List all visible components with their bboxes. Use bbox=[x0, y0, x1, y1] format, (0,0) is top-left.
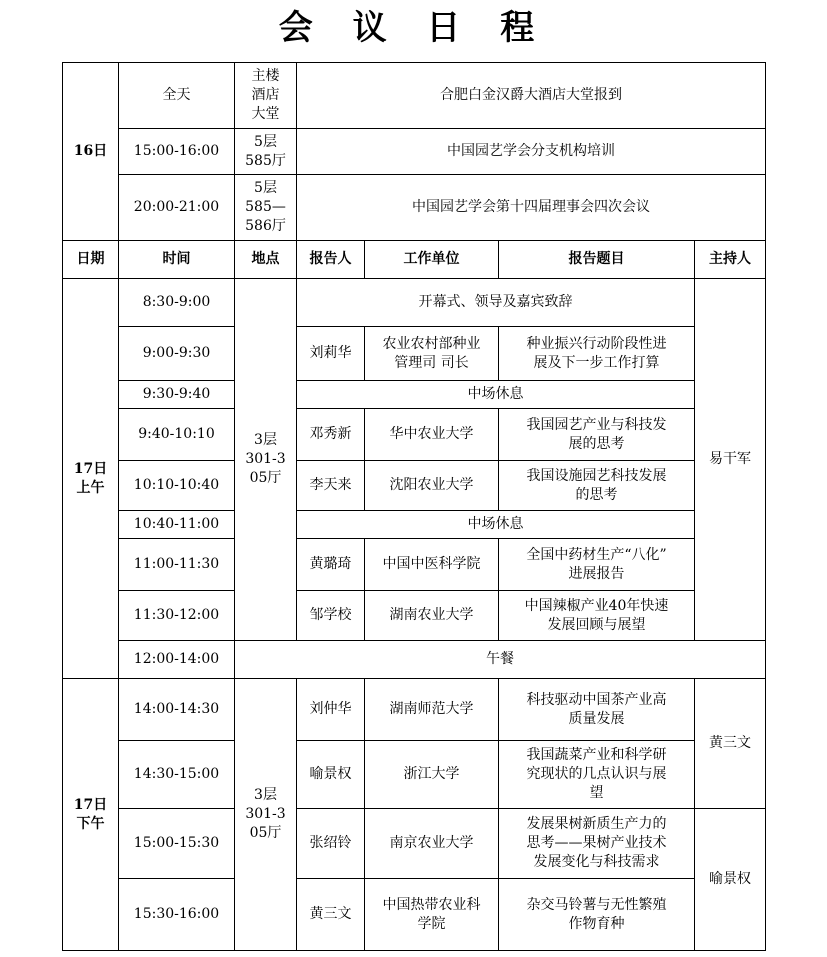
time-cell: 10:10-10:40 bbox=[119, 461, 235, 511]
event-cell: 合肥白金汉爵大酒店大堂报到 bbox=[297, 63, 766, 129]
header-row bbox=[63, 241, 766, 279]
table-row bbox=[63, 511, 766, 539]
place-cell: 5层 585— 586厅 bbox=[235, 175, 297, 241]
topic-cell: 中国辣椒产业40年快速 发展回顾与展望 bbox=[499, 591, 695, 641]
break-cell: 中场休息 bbox=[297, 511, 695, 539]
unit-cell: 湖南师范大学 bbox=[365, 679, 499, 741]
place-cell: 主楼 酒店 大堂 bbox=[235, 63, 297, 129]
topic-cell: 发展果树新质生产力的 思考——果树产业技术 发展变化与科技需求 bbox=[499, 809, 695, 879]
unit-cell: 农业农村部种业 管理司 司长 bbox=[365, 327, 499, 381]
page-title: 会 议 日 程 bbox=[278, 8, 549, 48]
table-row bbox=[63, 461, 766, 511]
place-cell: 3层 301-3 05厅 bbox=[235, 679, 297, 951]
topic-cell: 我国蔬菜产业和科学研 究现状的几点认识与展 望 bbox=[499, 741, 695, 809]
speaker-cell: 李天来 bbox=[297, 461, 365, 511]
table-row bbox=[63, 381, 766, 409]
topic-cell: 杂交马铃薯与无性繁殖 作物育种 bbox=[499, 879, 695, 951]
header-place: 地点 bbox=[235, 241, 297, 279]
speaker-cell: 刘仲华 bbox=[297, 679, 365, 741]
time-cell: 9:30-9:40 bbox=[119, 381, 235, 409]
table-row bbox=[63, 409, 766, 461]
time-cell: 14:30-15:00 bbox=[119, 741, 235, 809]
time-cell: 全天 bbox=[119, 63, 235, 129]
unit-cell: 南京农业大学 bbox=[365, 809, 499, 879]
speaker-cell: 喻景权 bbox=[297, 741, 365, 809]
time-cell: 15:00-15:30 bbox=[119, 809, 235, 879]
header-unit: 工作单位 bbox=[365, 241, 499, 279]
time-cell: 8:30-9:00 bbox=[119, 279, 235, 327]
table-row bbox=[63, 279, 766, 327]
time-cell: 12:00-14:00 bbox=[119, 641, 235, 679]
table-row bbox=[63, 539, 766, 591]
host-cell: 易干军 bbox=[695, 279, 766, 641]
lunch-cell: 午餐 bbox=[235, 641, 766, 679]
table-row bbox=[63, 809, 766, 879]
table-row bbox=[63, 175, 766, 241]
time-cell: 10:40-11:00 bbox=[119, 511, 235, 539]
unit-cell: 湖南农业大学 bbox=[365, 591, 499, 641]
table-row bbox=[63, 741, 766, 809]
unit-cell: 中国中医科学院 bbox=[365, 539, 499, 591]
time-cell: 14:00-14:30 bbox=[119, 679, 235, 741]
schedule-table bbox=[62, 62, 766, 951]
header-host: 主持人 bbox=[695, 241, 766, 279]
time-cell: 9:00-9:30 bbox=[119, 327, 235, 381]
break-cell: 中场休息 bbox=[297, 381, 695, 409]
header-time: 时间 bbox=[119, 241, 235, 279]
time-cell: 9:40-10:10 bbox=[119, 409, 235, 461]
table-row bbox=[63, 679, 766, 741]
date-cell-17pm: 17日 下午 bbox=[63, 679, 119, 951]
table-row bbox=[63, 641, 766, 679]
table-row bbox=[63, 879, 766, 951]
table-row bbox=[63, 591, 766, 641]
topic-cell: 我国设施园艺科技发展 的思考 bbox=[499, 461, 695, 511]
unit-cell: 浙江大学 bbox=[365, 741, 499, 809]
topic-cell: 种业振兴行动阶段性进 展及下一步工作打算 bbox=[499, 327, 695, 381]
speaker-cell: 黄璐琦 bbox=[297, 539, 365, 591]
time-cell: 20:00-21:00 bbox=[119, 175, 235, 241]
table-row bbox=[63, 327, 766, 381]
speaker-cell: 刘莉华 bbox=[297, 327, 365, 381]
host-cell: 喻景权 bbox=[695, 809, 766, 951]
date-cell-17am: 17日 上午 bbox=[63, 279, 119, 679]
speaker-cell: 邹学校 bbox=[297, 591, 365, 641]
topic-cell: 全国中药材生产“八化” 进展报告 bbox=[499, 539, 695, 591]
time-cell: 11:00-11:30 bbox=[119, 539, 235, 591]
speaker-cell: 张绍铃 bbox=[297, 809, 365, 879]
unit-cell: 华中农业大学 bbox=[365, 409, 499, 461]
event-cell: 中国园艺学会分支机构培训 bbox=[297, 129, 766, 175]
event-cell: 中国园艺学会第十四届理事会四次会议 bbox=[297, 175, 766, 241]
unit-cell: 沈阳农业大学 bbox=[365, 461, 499, 511]
topic-cell: 科技驱动中国茶产业高 质量发展 bbox=[499, 679, 695, 741]
unit-cell: 中国热带农业科 学院 bbox=[365, 879, 499, 951]
place-cell: 5层 585厅 bbox=[235, 129, 297, 175]
time-cell: 15:00-16:00 bbox=[119, 129, 235, 175]
host-cell: 黄三文 bbox=[695, 679, 766, 809]
time-cell: 11:30-12:00 bbox=[119, 591, 235, 641]
topic-cell: 我国园艺产业与科技发 展的思考 bbox=[499, 409, 695, 461]
time-cell: 15:30-16:00 bbox=[119, 879, 235, 951]
header-topic: 报告题目 bbox=[499, 241, 695, 279]
date-cell-16: 16日 bbox=[63, 63, 119, 241]
speaker-cell: 黄三文 bbox=[297, 879, 365, 951]
table-row bbox=[63, 63, 766, 129]
table-row bbox=[63, 129, 766, 175]
header-date: 日期 bbox=[63, 241, 119, 279]
place-cell: 3层 301-3 05厅 bbox=[235, 279, 297, 641]
header-speaker: 报告人 bbox=[297, 241, 365, 279]
speaker-cell: 邓秀新 bbox=[297, 409, 365, 461]
event-cell: 开幕式、领导及嘉宾致辞 bbox=[297, 279, 695, 327]
